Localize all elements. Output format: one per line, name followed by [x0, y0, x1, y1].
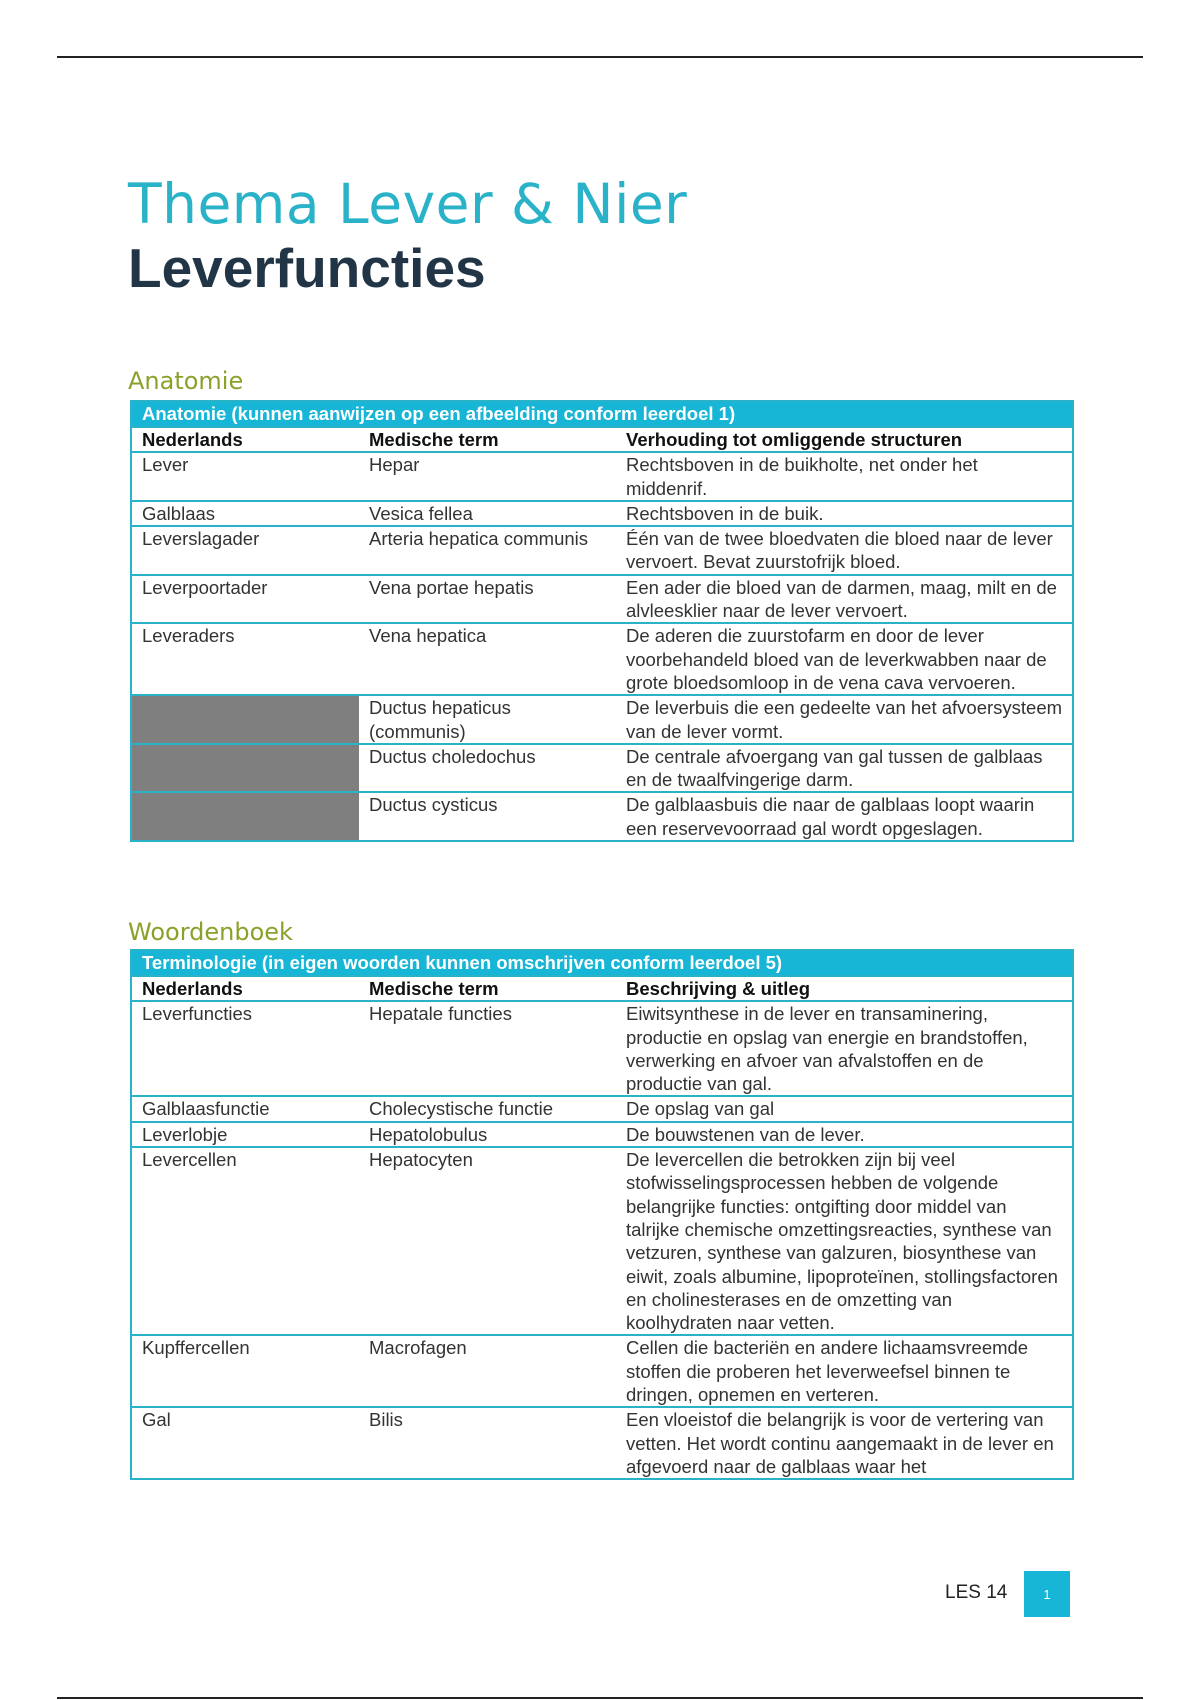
dictionary-caption-row — [131, 950, 1073, 976]
anatomy-caption-row — [131, 401, 1073, 427]
table-row — [131, 526, 1073, 575]
table-row — [131, 1122, 1073, 1147]
dictionary-table — [130, 949, 1074, 1480]
cell-medische-term: Ductus cysticus — [359, 792, 616, 841]
cell-verhouding: De leverbuis die een gedeelte van het afvoersysteem van de lever vormt. — [616, 695, 1073, 744]
cell-nederlands: Gal — [131, 1407, 359, 1479]
cell-verhouding: Rechtsboven in de buik. — [616, 501, 1073, 526]
column-header-medische-term: Medische term — [359, 976, 616, 1001]
cell-medische-term: Hepar — [359, 452, 616, 501]
anatomy-header-row — [131, 427, 1073, 452]
anatomy-heading: Anatomie — [128, 367, 244, 395]
column-header-medische-term: Medische term — [359, 427, 616, 452]
cell-medische-term: Arteria hepatica communis — [359, 526, 616, 575]
table-row — [131, 1147, 1073, 1335]
cell-verhouding: De galblaasbuis die naar de galblaas loopt waarin een reservevoorraad gal wordt opgeslagen. — [616, 792, 1073, 841]
cell-blank — [131, 744, 359, 793]
dictionary-table-caption: Terminologie (in eigen woorden kunnen omschrijven conform leerdoel 5) — [131, 950, 1073, 976]
table-row — [131, 792, 1073, 841]
cell-nederlands: Leverpoortader — [131, 575, 359, 624]
cell-beschrijving: Eiwitsynthese in de lever en transaminering, productie en opslag van energie en brandstoffen, verwerking en afvoer van afvalstoffen en de productie van gal. — [616, 1001, 1073, 1096]
column-header-beschrijving: Beschrijving & uitleg — [616, 976, 1073, 1001]
cell-medische-term: Bilis — [359, 1407, 616, 1479]
cell-nederlands: Kupffercellen — [131, 1335, 359, 1407]
cell-beschrijving: De levercellen die betrokken zijn bij veel stofwisselingsprocessen hebben de volgende belangrijke functies: ontgifting door middel van talrijke chemische omzettingsreacties, synthese van vetzuren, synthese van galzuren, biosynthese van eiwit, zoals albumine, lipoproteïnen, stollingsfactoren en cholinesterases en de omzetting van koolhydraten naar vetten. — [616, 1147, 1073, 1335]
cell-beschrijving: De opslag van gal — [616, 1096, 1073, 1121]
cell-verhouding: Één van de twee bloedvaten die bloed naar de lever vervoert. Bevat zuurstofrijk bloed. — [616, 526, 1073, 575]
cell-nederlands: Leverfuncties — [131, 1001, 359, 1096]
cell-beschrijving: Cellen die bacteriën en andere lichaamsvreemde stoffen die proberen het leverweefsel binnen te dringen, opnemen en verteren. — [616, 1335, 1073, 1407]
cell-verhouding: Een ader die bloed van de darmen, maag, milt en de alvleesklier naar de lever vervoert. — [616, 575, 1073, 624]
page-number: 1 — [1043, 1586, 1051, 1602]
table-row — [131, 501, 1073, 526]
cell-beschrijving: Een vloeistof die belangrijk is voor de vertering van vetten. Het wordt continu aangemaakt in de lever en afgevoerd naar de galblaas waar het — [616, 1407, 1073, 1479]
cell-nederlands: Galblaasfunctie — [131, 1096, 359, 1121]
cell-medische-term: Ductus hepaticus (communis) — [359, 695, 616, 744]
table-row — [131, 1407, 1073, 1479]
table-row — [131, 695, 1073, 744]
lesson-label: LES 14 — [945, 1582, 1008, 1603]
cell-medische-term: Hepatocyten — [359, 1147, 616, 1335]
table-row — [131, 1335, 1073, 1407]
table-row — [131, 623, 1073, 695]
cell-medische-term: Hepatale functies — [359, 1001, 616, 1096]
dictionary-header-row — [131, 976, 1073, 1001]
cell-nederlands: Galblaas — [131, 501, 359, 526]
cell-nederlands: Leverslagader — [131, 526, 359, 575]
cell-medische-term: Hepatolobulus — [359, 1122, 616, 1147]
cell-medische-term: Ductus choledochus — [359, 744, 616, 793]
cell-nederlands: Leveraders — [131, 623, 359, 695]
table-row — [131, 452, 1073, 501]
cell-medische-term: Macrofagen — [359, 1335, 616, 1407]
cell-verhouding: De centrale afvoergang van gal tussen de galblaas en de twaalfvingerige darm. — [616, 744, 1073, 793]
column-header-verhouding: Verhouding tot omliggende structuren — [616, 427, 1073, 452]
table-row — [131, 1001, 1073, 1096]
anatomy-table — [130, 400, 1074, 842]
page-title: Leverfuncties — [128, 237, 486, 299]
cell-blank — [131, 792, 359, 841]
cell-medische-term: Cholecystische functie — [359, 1096, 616, 1121]
cell-medische-term: Vesica fellea — [359, 501, 616, 526]
page-number-badge — [1024, 1571, 1070, 1617]
bottom-rule — [57, 1697, 1143, 1699]
cell-nederlands: Levercellen — [131, 1147, 359, 1335]
cell-blank — [131, 695, 359, 744]
cell-nederlands: Lever — [131, 452, 359, 501]
table-row — [131, 744, 1073, 793]
cell-nederlands: Leverlobje — [131, 1122, 359, 1147]
theme-title: Thema Lever & Nier — [128, 172, 688, 236]
cell-medische-term: Vena portae hepatis — [359, 575, 616, 624]
top-rule — [57, 56, 1143, 58]
cell-verhouding: De aderen die zuurstofarm en door de lever voorbehandeld bloed van de leverkwabben naar de grote bloedsomloop in de vena cava vervoeren. — [616, 623, 1073, 695]
anatomy-table-caption: Anatomie (kunnen aanwijzen op een afbeelding conform leerdoel 1) — [131, 401, 1073, 427]
table-row — [131, 575, 1073, 624]
table-row — [131, 1096, 1073, 1121]
cell-medische-term: Vena hepatica — [359, 623, 616, 695]
column-header-nederlands: Nederlands — [131, 427, 359, 452]
dictionary-heading: Woordenboek — [128, 918, 293, 946]
cell-verhouding: Rechtsboven in de buikholte, net onder het middenrif. — [616, 452, 1073, 501]
cell-beschrijving: De bouwstenen van de lever. — [616, 1122, 1073, 1147]
column-header-nederlands: Nederlands — [131, 976, 359, 1001]
